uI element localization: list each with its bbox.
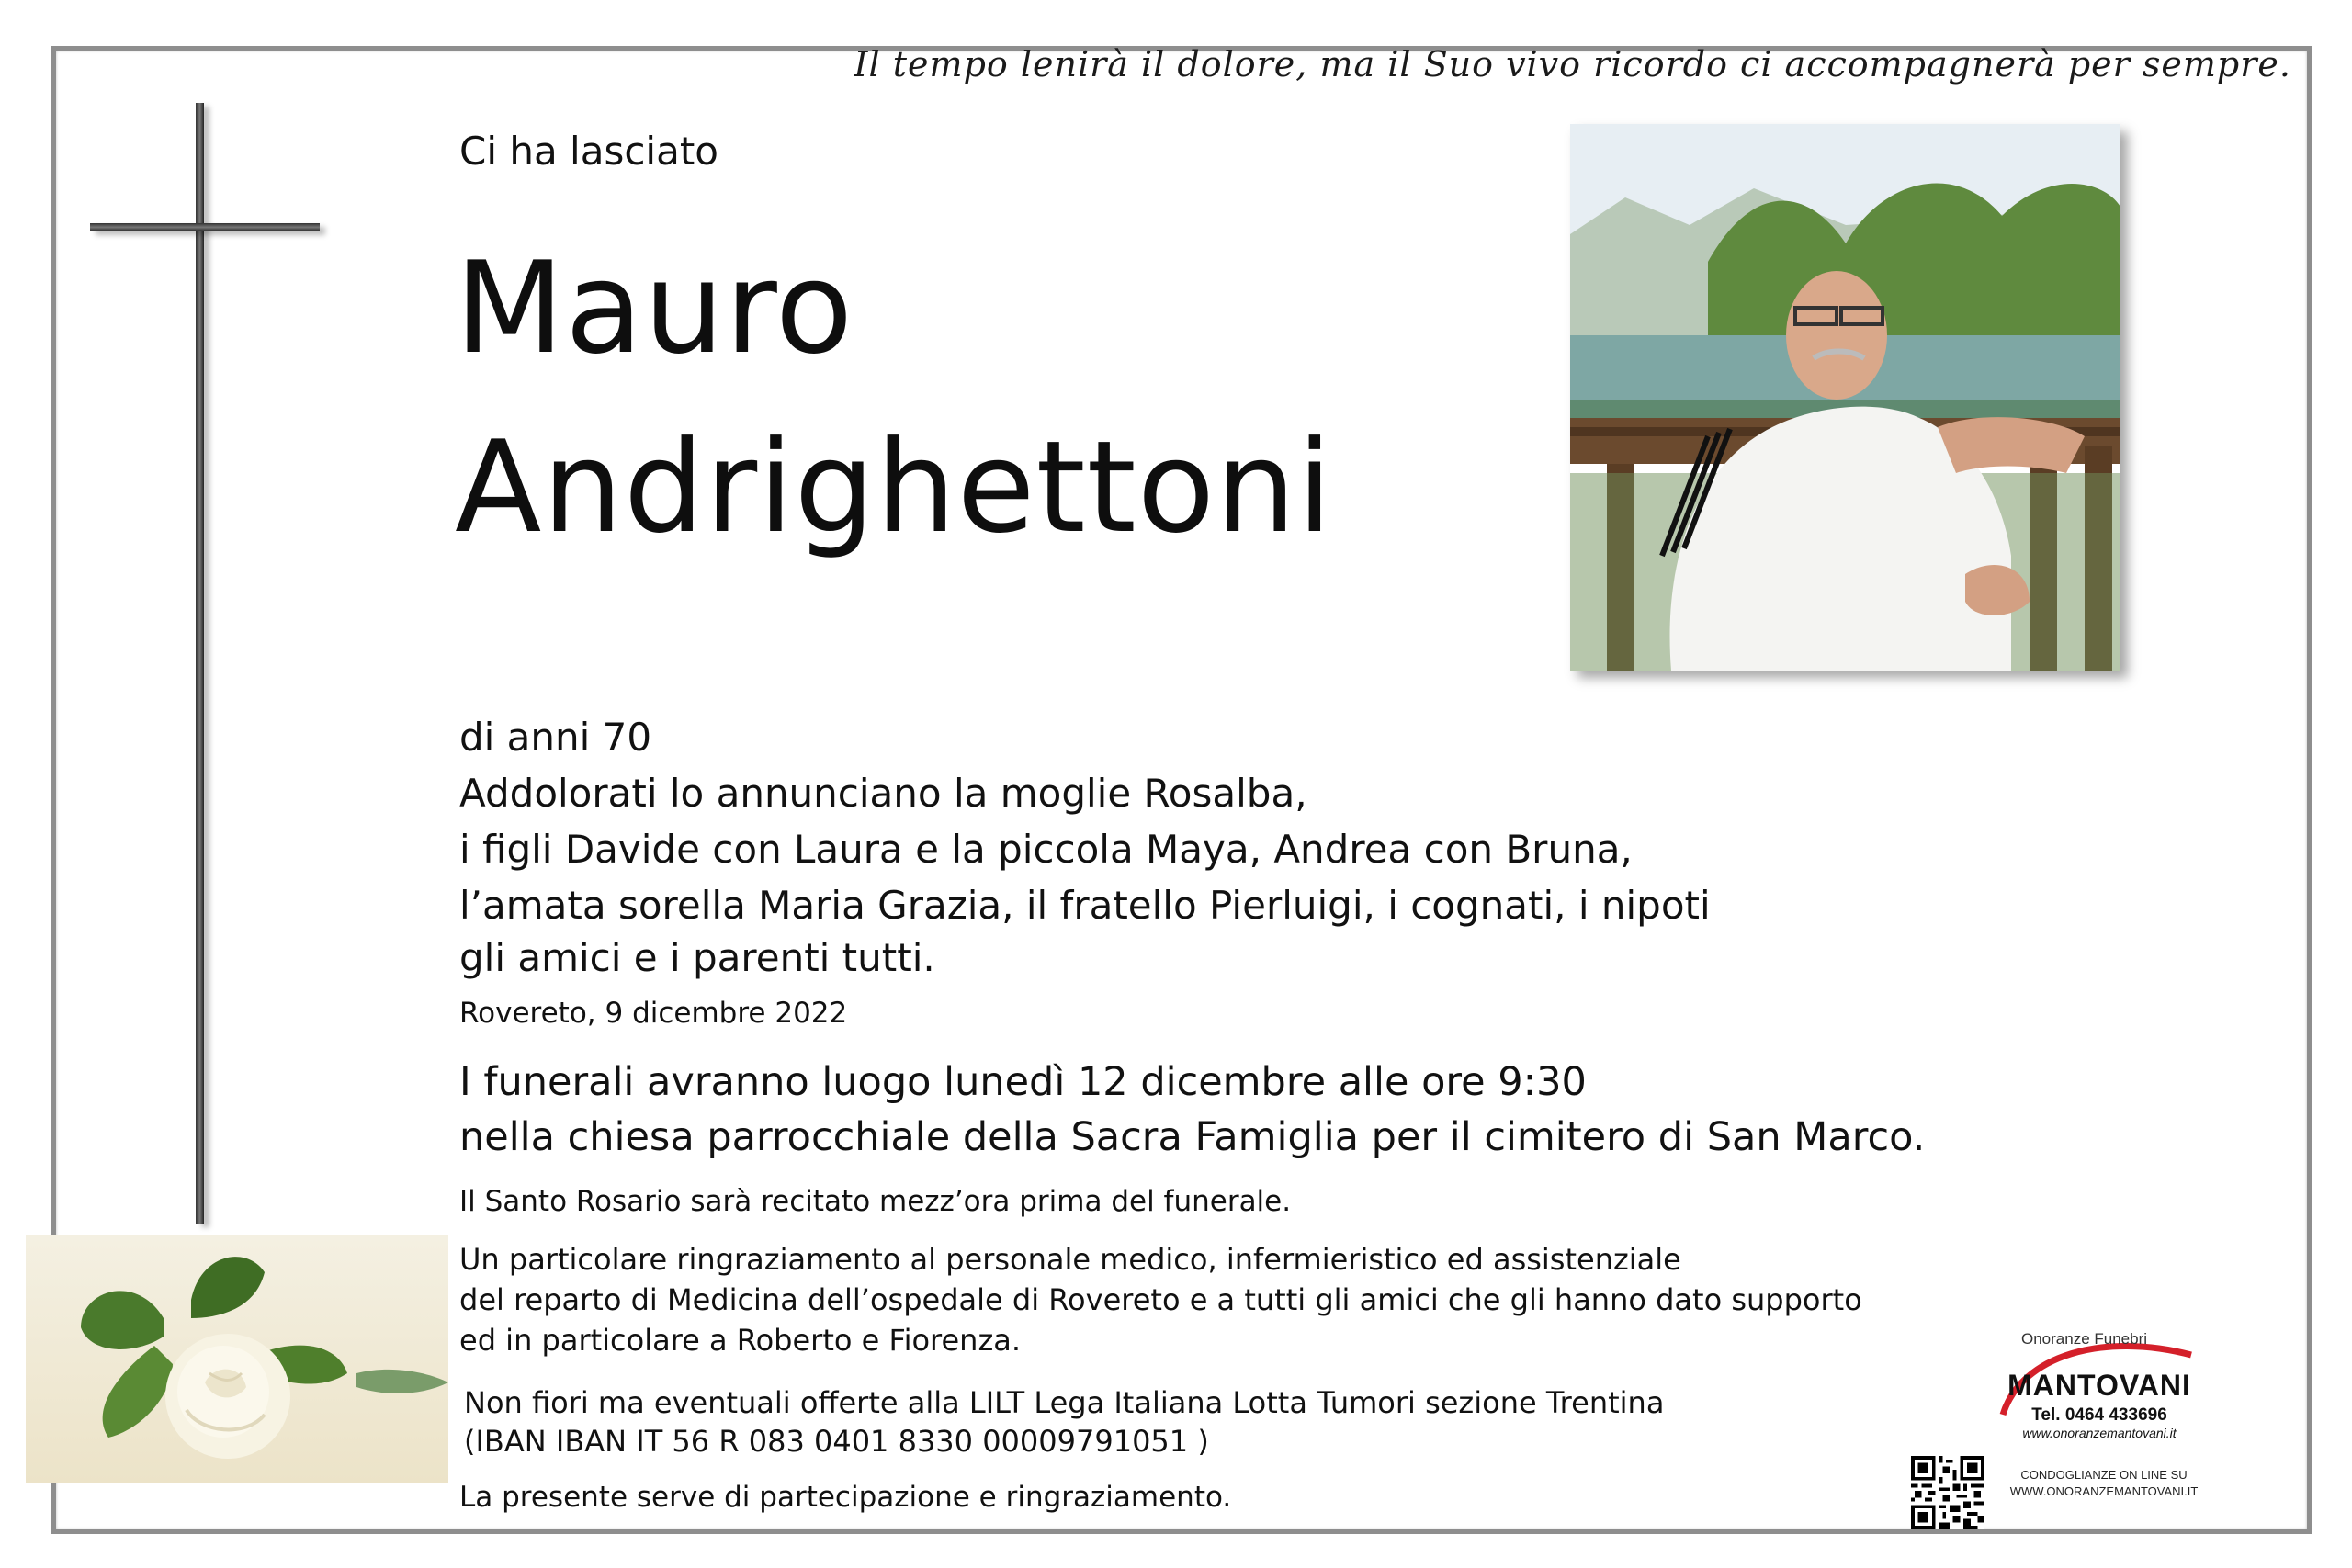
condolences-url[interactable]: WWW.ONORANZEMANTOVANI.IT [2009,1484,2199,1498]
thanks-line: del reparto di Medicina dell’ospedale di Rovereto e a tutti gli amici che gli hanno dato supporto [459,1282,1862,1317]
announce-line: i figli Davide con Laura e la piccola Maya, Andrea con Bruna, [459,827,1633,872]
announce-line: l’amata sorella Maria Grazia, il fratello Pierluigi, i cognati, i nipoti [459,883,1711,928]
place-date: Rovereto, 9 dicembre 2022 [459,997,848,1030]
donation-line: (IBAN IBAN IT 56 R 083 0401 8330 00009791051 ) [464,1424,1209,1459]
rose-image [26,1235,448,1483]
funeral-line: I funerali avranno luogo lunedì 12 dicembre alle ore 9:30 [459,1059,1587,1105]
first-name: Mauro [455,234,854,382]
thanks-line: ed in particolare a Roberto e Fiorenza. [459,1323,1022,1358]
logo-phone: Tel. 0464 433696 [2031,1405,2167,1425]
announce-line: Addolorati lo annunciano la moglie Rosalba, [459,771,1307,816]
rosary-text: Il Santo Rosario sarà recitato mezz’ora prima del funerale. [459,1185,1292,1218]
donation-line: Non fiori ma eventuali offerte alla LILT Lega Italiana Lotta Tumori sezione Trentina [464,1385,1665,1420]
qr-code[interactable] [1911,1456,1984,1529]
funeral-line: nella chiesa parrocchiale della Sacra Famiglia per il cimitero di San Marco. [459,1114,1926,1160]
intro-text: Ci ha lasciato [459,129,719,174]
logo-website: www.onoranzemantovani.it [2022,1426,2177,1440]
memorial-quote: Il tempo lenirà il dolore, ma il Suo vivo ricordo ci accompagnerà per sempre. [854,44,2291,85]
logo-name: MANTOVANI [2007,1369,2191,1402]
age-text: di anni 70 [459,715,652,760]
logo-subtitle: Onoranze Funebri [2021,1330,2148,1348]
online-condolences [1989,1467,2219,1500]
last-name: Andrighettoni [455,413,1333,561]
condolences-line: CONDOGLIANZE ON LINE SU [2020,1468,2188,1482]
announce-line: gli amici e i parenti tutti. [459,935,935,980]
portrait-photo [1570,124,2120,671]
closing-text: La presente serve di partecipazione e ringraziamento. [459,1481,1232,1514]
thanks-line: Un particolare ringraziamento al personale medico, infermieristico ed assistenziale [459,1242,1681,1277]
